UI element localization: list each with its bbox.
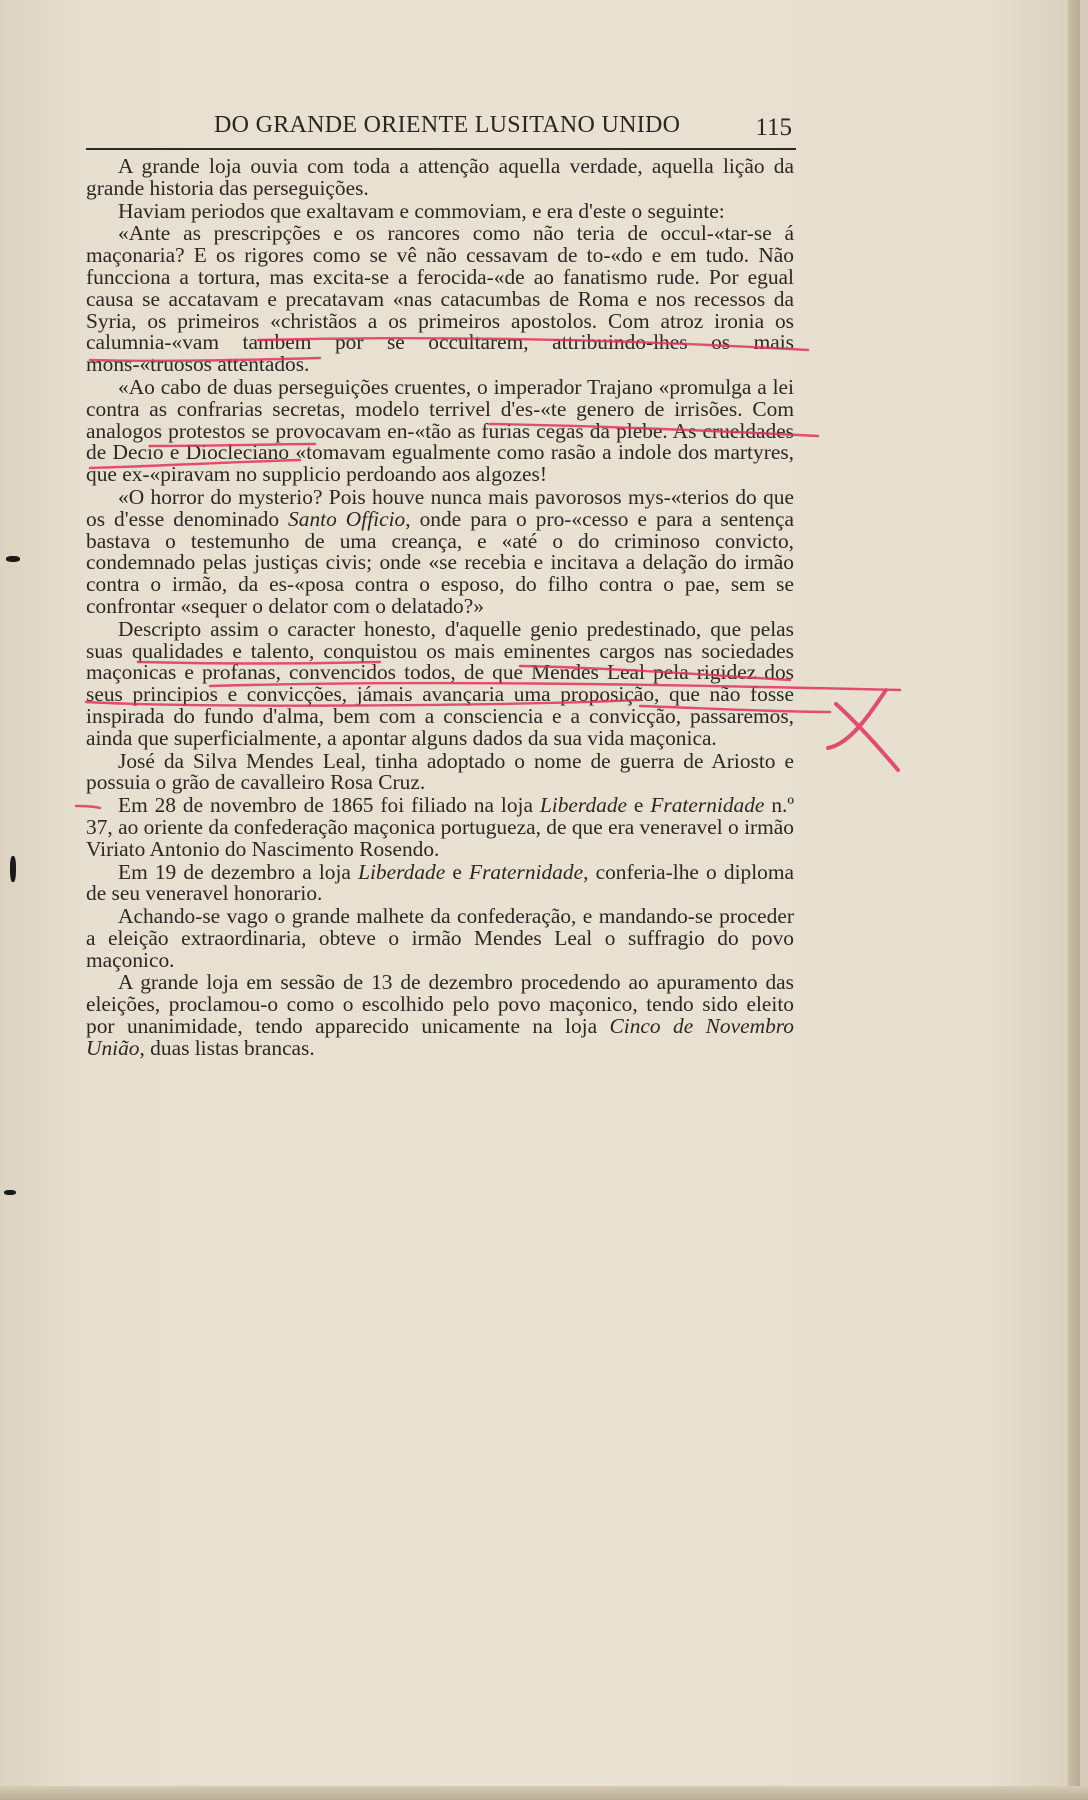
p11-text-a: A grande loja em sessão de 13 de dezembro procedendo ao apuramento das eleições, proclamou-o como o escolhido pelo povo maçonico, tendo sido eleito por unanimidade, tendo apparecido unicamente na loja: [86, 970, 794, 1039]
paragraph-7: José da Silva Mendes Leal, tinha adoptado o nome de guerra de Ariosto e possuia o grão de cavalleiro Rosa Cruz.: [86, 748, 794, 795]
page-number: 115: [755, 114, 792, 141]
speck-2: [10, 856, 16, 882]
margin-x-stroke-a: [836, 704, 898, 770]
p8-fraternidade: Fraternidade: [650, 793, 765, 818]
p9-text-b: e: [445, 859, 469, 884]
paragraph-2: Haviam periodos que exaltavam e commoviam, e era d'este o seguinte:: [118, 198, 725, 223]
running-title: DO GRANDE ORIENTE LUSITANO UNIDO: [214, 112, 681, 138]
quote-paragraph-3: [86, 484, 794, 618]
p8-liberdade: Liberdade: [539, 793, 628, 818]
p11-text-b: , duas listas brancas.: [139, 1035, 315, 1060]
quote-paragraph-2: «Ao cabo de duas perseguições cruentes, o imperador Trajano «promulga a lei contra as confrarias secretas, modelo terrivel d'es-«te genero de irrisões. Com analogos protestos se provocavam en-«tão as furias cegas da plebe. As crueldades de Decio e Diocleciano «tomavam egualmente como rasão a indole dos martyres, que ex-«piravam no supplicio perdoando aos algozes!: [86, 374, 794, 487]
speck-1: [6, 556, 20, 562]
paragraph-8: [86, 795, 794, 860]
p8-text-b: e: [627, 793, 651, 818]
p9-fraternidade: Fraternidade: [469, 859, 584, 884]
paragraph-1: A grande loja ouvia com toda a attenção aquella verdade, aquella lição da grande historia das perseguições.: [86, 154, 794, 200]
paragraph-6: Descripto assim o caracter honesto, d'aquelle genio predestinado, que pelas suas qualidades e talento, conquistou os mais eminentes cargos nas sociedades maçonicas e profanas, convencidos todos, de que Mendes Leal pela rigidez dos seus principios e convicções, jámais avançaria uma proposição, que não fosse inspirada do fundo d'alma, bem com a consciencia e a convicção, passaremos, ainda que superficialmente, a apontar alguns dados da sua vida maçonica.: [86, 616, 794, 750]
margin-x-stroke-b: [828, 690, 886, 748]
p8-text-c: n.º 37, ao oriente da confederação maçonica portugueza, de que era veneravel o irmão Viriato Antonio do Nascimento Rosendo.: [86, 793, 795, 861]
p8-text-a: Em 28 de novembro de 1865 foi filiado na loja: [118, 793, 540, 818]
p9-text-c: , conferia-lhe o diploma de seu veneravel honorario.: [86, 859, 794, 906]
body-text: [86, 156, 794, 1060]
p9-liberdade: Liberdade: [358, 859, 446, 884]
santo-officio-italic: Santo Officio: [288, 506, 406, 531]
speck-3: [4, 1190, 16, 1195]
quote-paragraph-1: «Ante as prescripções e os rancores como não teria de occul-«tar-se á maçonaria? E os rigores como se vê não cessavam de to-«do e em tudo. Não funcciona a tortura, mas excita-se a ferocida-«de ao fanatismo rude. Por egual causa se accatavam e precatavam «nas catacumbas de Roma e nos recessos da Syria, os primeiros «christãos a os primeiros apostolos. Com atroz ironia os calumnia-«vam tambem por se occultarem, attribuindo-lhes os mais mons-«truosos attentados.: [86, 221, 794, 377]
paragraph-9: [86, 859, 794, 906]
p9-text-a: Em 19 de dezembro a loja: [118, 859, 359, 884]
page-header: [86, 108, 796, 150]
paragraph-10: Achando-se vago o grande malhete da confederação, e mandando-se proceder a eleição extraordinaria, obteve o irmão Mendes Leal o suffragio do povo maçonico.: [86, 904, 794, 972]
page-edge-bottom: [0, 1786, 1088, 1800]
paragraph-11: [86, 972, 794, 1059]
p11-lodge-name: Cinco de Novembro União: [86, 1014, 794, 1060]
quote-3-text-b: , onde para o pro-«cesso e para a sentença bastava o testemunho de uma creança, e «até o do criminoso convicto, condemnado pelas justiças civis; onde «se recebia e incitava a delação do irmão contra o irmão, da es-«posa contra o esposo, do filho contra o pae, sem se confrontar «sequer o delator com o delatado?»: [86, 506, 794, 618]
quote-3-text-a: «O horror do mysterio? Pois houve nunca mais pavorosos mys-«terios do que os d'esse denominado: [86, 484, 794, 531]
page-edge-right: [1068, 0, 1080, 1800]
